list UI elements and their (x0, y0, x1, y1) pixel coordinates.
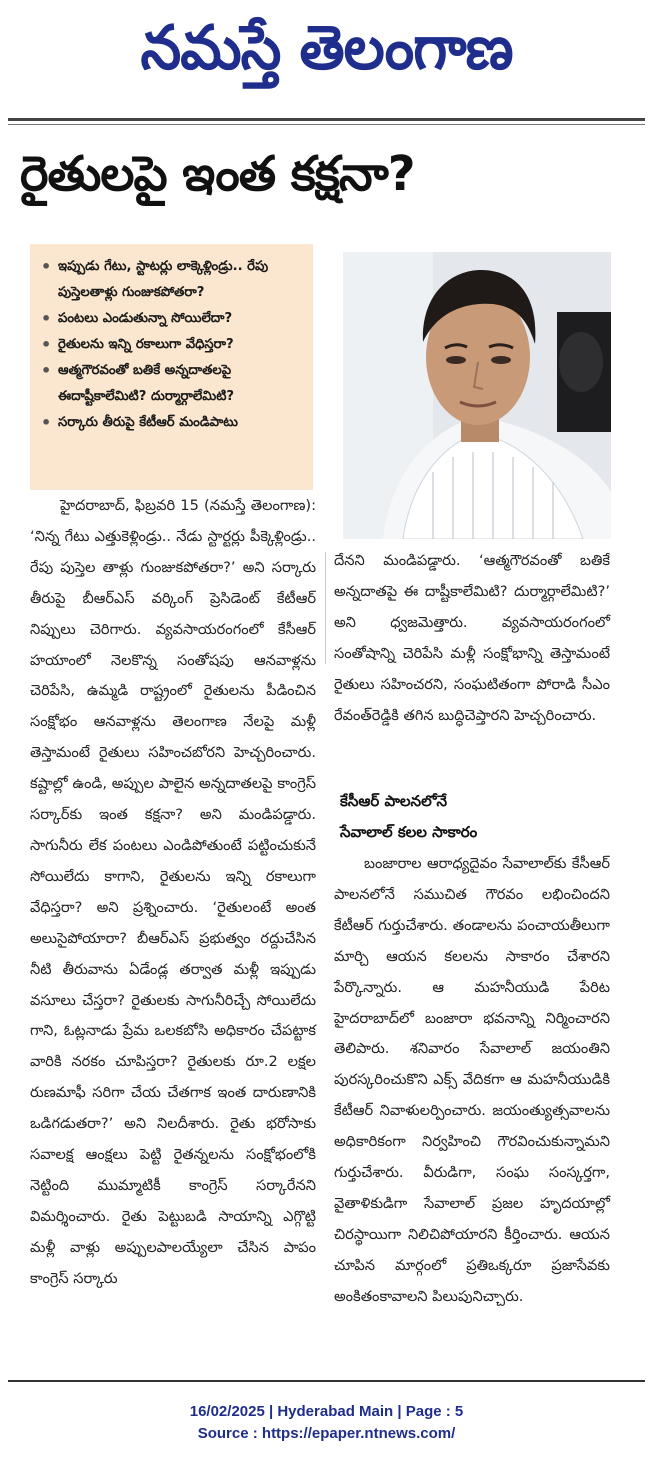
edition-info: 16/02/2025 | Hyderabad Main | Page : 5 (189, 1403, 464, 1420)
footer-rule (8, 1380, 645, 1382)
column-separator (325, 552, 326, 664)
article-headline: రైతులపై ఇంత కక్షనా? (20, 146, 415, 202)
subheading: సేవాలాల్ కలల సాకారం (340, 823, 478, 841)
article-paragraph: దేనని మండిపడ్డారు. ‘ఆత్మగౌరవంతో బతికే అన్నదాతపై ఈ దాష్టీకాలేమిటి? దుర్మార్గాలేమిటి?’ అని ధ్వజమెత్తారు. వ్యవసాయరంగంలో సంతోషాన్ని చెరిపేసి మళ్లీ సంక్షోభాన్ని తెస్తామంటే రైతులు సహించరని, సంఘటితంగా పోరాడి సీఎం రేవంత్‌రెడ్డికి తగిన బుద్ధిచెప్తారని హెచ్చరించారు. (334, 552, 610, 724)
masthead (0, 0, 653, 112)
portrait-illustration (343, 252, 611, 539)
article-body-left (30, 491, 316, 1295)
source-link[interactable]: Source : https://epaper.ntnews.com/ (197, 1425, 456, 1442)
highlight-item: • రైతులను ఇన్ని రకాలుగా వేధిస్తరా? (38, 332, 307, 358)
highlights-box (30, 244, 313, 490)
highlight-item: • ఇప్పుడు గేటు, స్టాటర్లు లాక్కెళ్లిండ్రు.. రేపు పుస్తెలతాళ్లు గుంజుకపోతరా? (38, 254, 307, 306)
ktr-photo (343, 252, 611, 539)
highlight-item: • సర్కారు తీరుపై కేటీఆర్ మండిపాటు (38, 410, 307, 436)
article-paragraph: బంజారాల ఆరాధ్యదైవం సేవాలాల్‌కు కేసీఆర్ పాలనలోనే సముచిత గౌరవం లభించిందని కేటీఆర్ గుర్తుచేశారు. తండాలను పంచాయతీలుగా మార్చి ఆయన కలలను సాకారం చేశారని పేర్కొన్నారు. ఆ మహనీయుడి పేరిట హైదరాబాద్‌లో బంజారా భవనాన్ని నిర్మించారని తెలిపారు. శనివారం సేవాలాల్ జయంతిని పురస్కరించుకొని ఎక్స్ వేదికగా ఆ మహనీయుడికి కేటీఆర్ నివాళులర్పించారు. జయంత్యుత్సవాలను అధికారికంగా నిర్వహించి గౌరవించుకున్నామని గుర్తుచేశారు. వీరుడిగా, సంఘ సంస్కర్తగా, వైతాళికుడిగా సేవాలాల్ ప్రజల హృదయాల్లో చిరస్థాయిగా నిలిచిపోయారని కీర్తించారు. ఆయన చూపిన మార్గంలో ప్రతిఒక్కరూ ప్రజాసేవకు అంకితంకావాలని పిలుపునిచ్చారు. (334, 855, 610, 1305)
masthead-rule-thin (8, 124, 645, 125)
masthead-rule (8, 118, 645, 121)
highlight-item: • ఆత్మగౌరవంతో బతికే అన్నదాతలపై ఈదాష్టీకాలేమిటి? దుర్మార్గాలేమిటి? (38, 358, 307, 410)
newspaper-logo: నమస్తే తెలంగాణ (140, 11, 513, 84)
highlight-item: • పంటలు ఎండుతున్నా సోయిలేదా? (38, 306, 307, 332)
subheading: కేసీఆర్ పాలనలోనే (340, 792, 448, 810)
article-paragraph: హైదరాబాద్, ఫిబ్రవరి 15 (నమస్తే తెలంగాణ): ‘నిన్న గేటు ఎత్తుకెళ్లిండ్రు.. నేడు స్టార్టర్లు పీక్కెళ్లిండ్రు.. రేపు పుస్తెల తాళ్లు గుంజుకపోతరా?’ అని సర్కారు తీరుపై బీఆర్ఎస్ వర్కింగ్ ప్రెసిడెంట్ కేటీఆర్ నిప్పులు చెరిగారు. వ్యవసాయరంగంలో కేసీఆర్ హయాంలో నెలకొన్న సంతోషపు ఆనవాళ్లను చెరిపేసి, ఉమ్మడి రాష్ట్రంలో రైతులను పీడించిన సంక్షోభం ఆనవాళ్లను తెలంగాణ నేలపై మళ్లీ తెస్తామంటే రైతులు సహించబోరని హెచ్చరించారు. కష్టాల్లో ఉండి, అప్పుల పాలైన అన్నదాతలపై కాంగ్రెస్ సర్కార్‌కు ఇంత కక్షనా? అని మండిపడ్డారు. సాగునీరు లేక పంటలు ఎండిపోతుంటే పట్టించుకునే సోయిలేదు కాగాని, రైతులను ఇన్ని రకాలుగా వేధిస్తరా? అని ప్రశ్నించారు. ‘రైతులంటే అంత అలుసైపోయారా? బీఆర్ఎస్ ప్రభుత్వం రద్దుచేసిన నీటి తీరువాను ఏడేండ్ల తర్వాత మళ్లీ ఇప్పుడు వసూలు చేస్తరా? రైతులకు సాగునీరిచ్చే సోయిలేదు గాని, ఓట్లనాడు ప్రేమ ఒలకబోసి అధికారం చేపట్టాక వారికి నరకం చూపిస్తరా? రైతులకు రూ.2 లక్షల రుణమాఫీ సరిగా చేయ చేతగాక ఇంత దారుణానికి ఒడిగడుతరా?’ అని నిలదీశారు. రైతు భరోసాకు సవాలక్ష ఆంక్షలు పెట్టి రైతన్నలను సంక్షోభంలోకి నెట్టింది ముమ్మాటికీ కాంగ్రెస్ సర్కారేనని విమర్శించారు. రైతు పెట్టుబడి సాయాన్ని ఎగ్గొట్టి మళ్లీ వాళ్లు అప్పులపాలయ్యేలా చేసిన పాపం కాంగ్రెస్ సర్కారు (30, 497, 316, 1287)
article-body-right (334, 546, 610, 731)
article-body-right-continued (334, 849, 610, 1313)
